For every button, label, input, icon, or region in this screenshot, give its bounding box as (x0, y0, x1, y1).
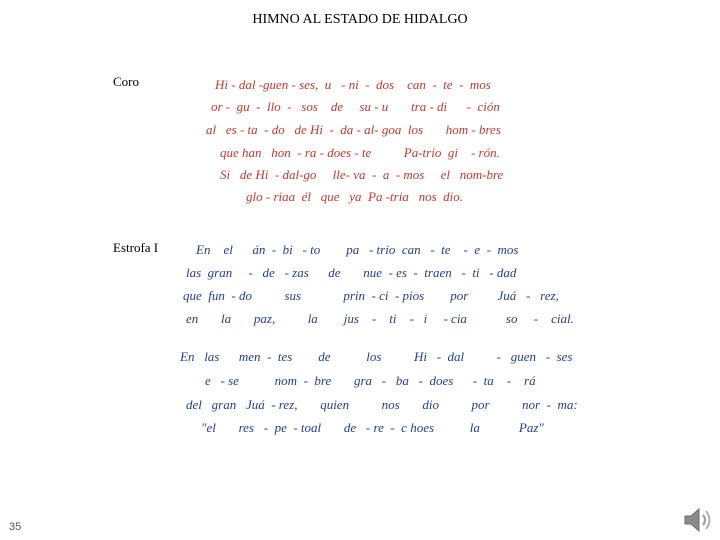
lyric-line: or - gu - llo - sos de su - u tra - di - ción (211, 99, 500, 114)
lyric-line: En las men - tes de los Hi - dal - guen - ses (180, 349, 573, 364)
lyric-line: e - se nom - bre gra - ba - does - ta - rá (205, 373, 536, 388)
lyric-line: En el án - bi - to pa - trio can - te - e - mos (196, 242, 519, 257)
page-title: HIMNO AL ESTADO DE HIDALGO (252, 12, 468, 27)
lyric-line: del gran Juá - rez, quien nos dio por nor - ma: (186, 397, 578, 412)
section-label-estrofa: Estrofa I (113, 240, 159, 255)
lyric-line: que fun - do sus prin - ci - pios por Juá - rez, (183, 288, 559, 303)
section-label-coro: Coro (113, 74, 139, 89)
lyric-line: que han hon - ra - does - te Pa-trio gi - rón. (220, 145, 500, 160)
lyric-line: en la paz, la jus - ti - i - cia so - cial. (186, 311, 574, 326)
slide-number: 35 (9, 521, 22, 533)
lyric-line: las gran - de - zas de nue - es - traen - ti - dad (186, 265, 517, 280)
lyric-line: al es - ta - do de Hi - da - al- goa los hom - bres (206, 122, 501, 137)
speaker-icon[interactable] (682, 505, 716, 535)
lyric-line: Hi - dal -guen - ses, u - ni - dos can - te - mos (215, 77, 491, 92)
lyric-line: Si de Hi - dal-go lle- va - a - mos el nom-bre (220, 167, 504, 182)
lyric-line: "el res - pe - toal de - re - c hoes la Paz" (201, 420, 544, 435)
lyric-line: glo - riaa él que ya Pa -tria nos dio. (246, 189, 464, 204)
